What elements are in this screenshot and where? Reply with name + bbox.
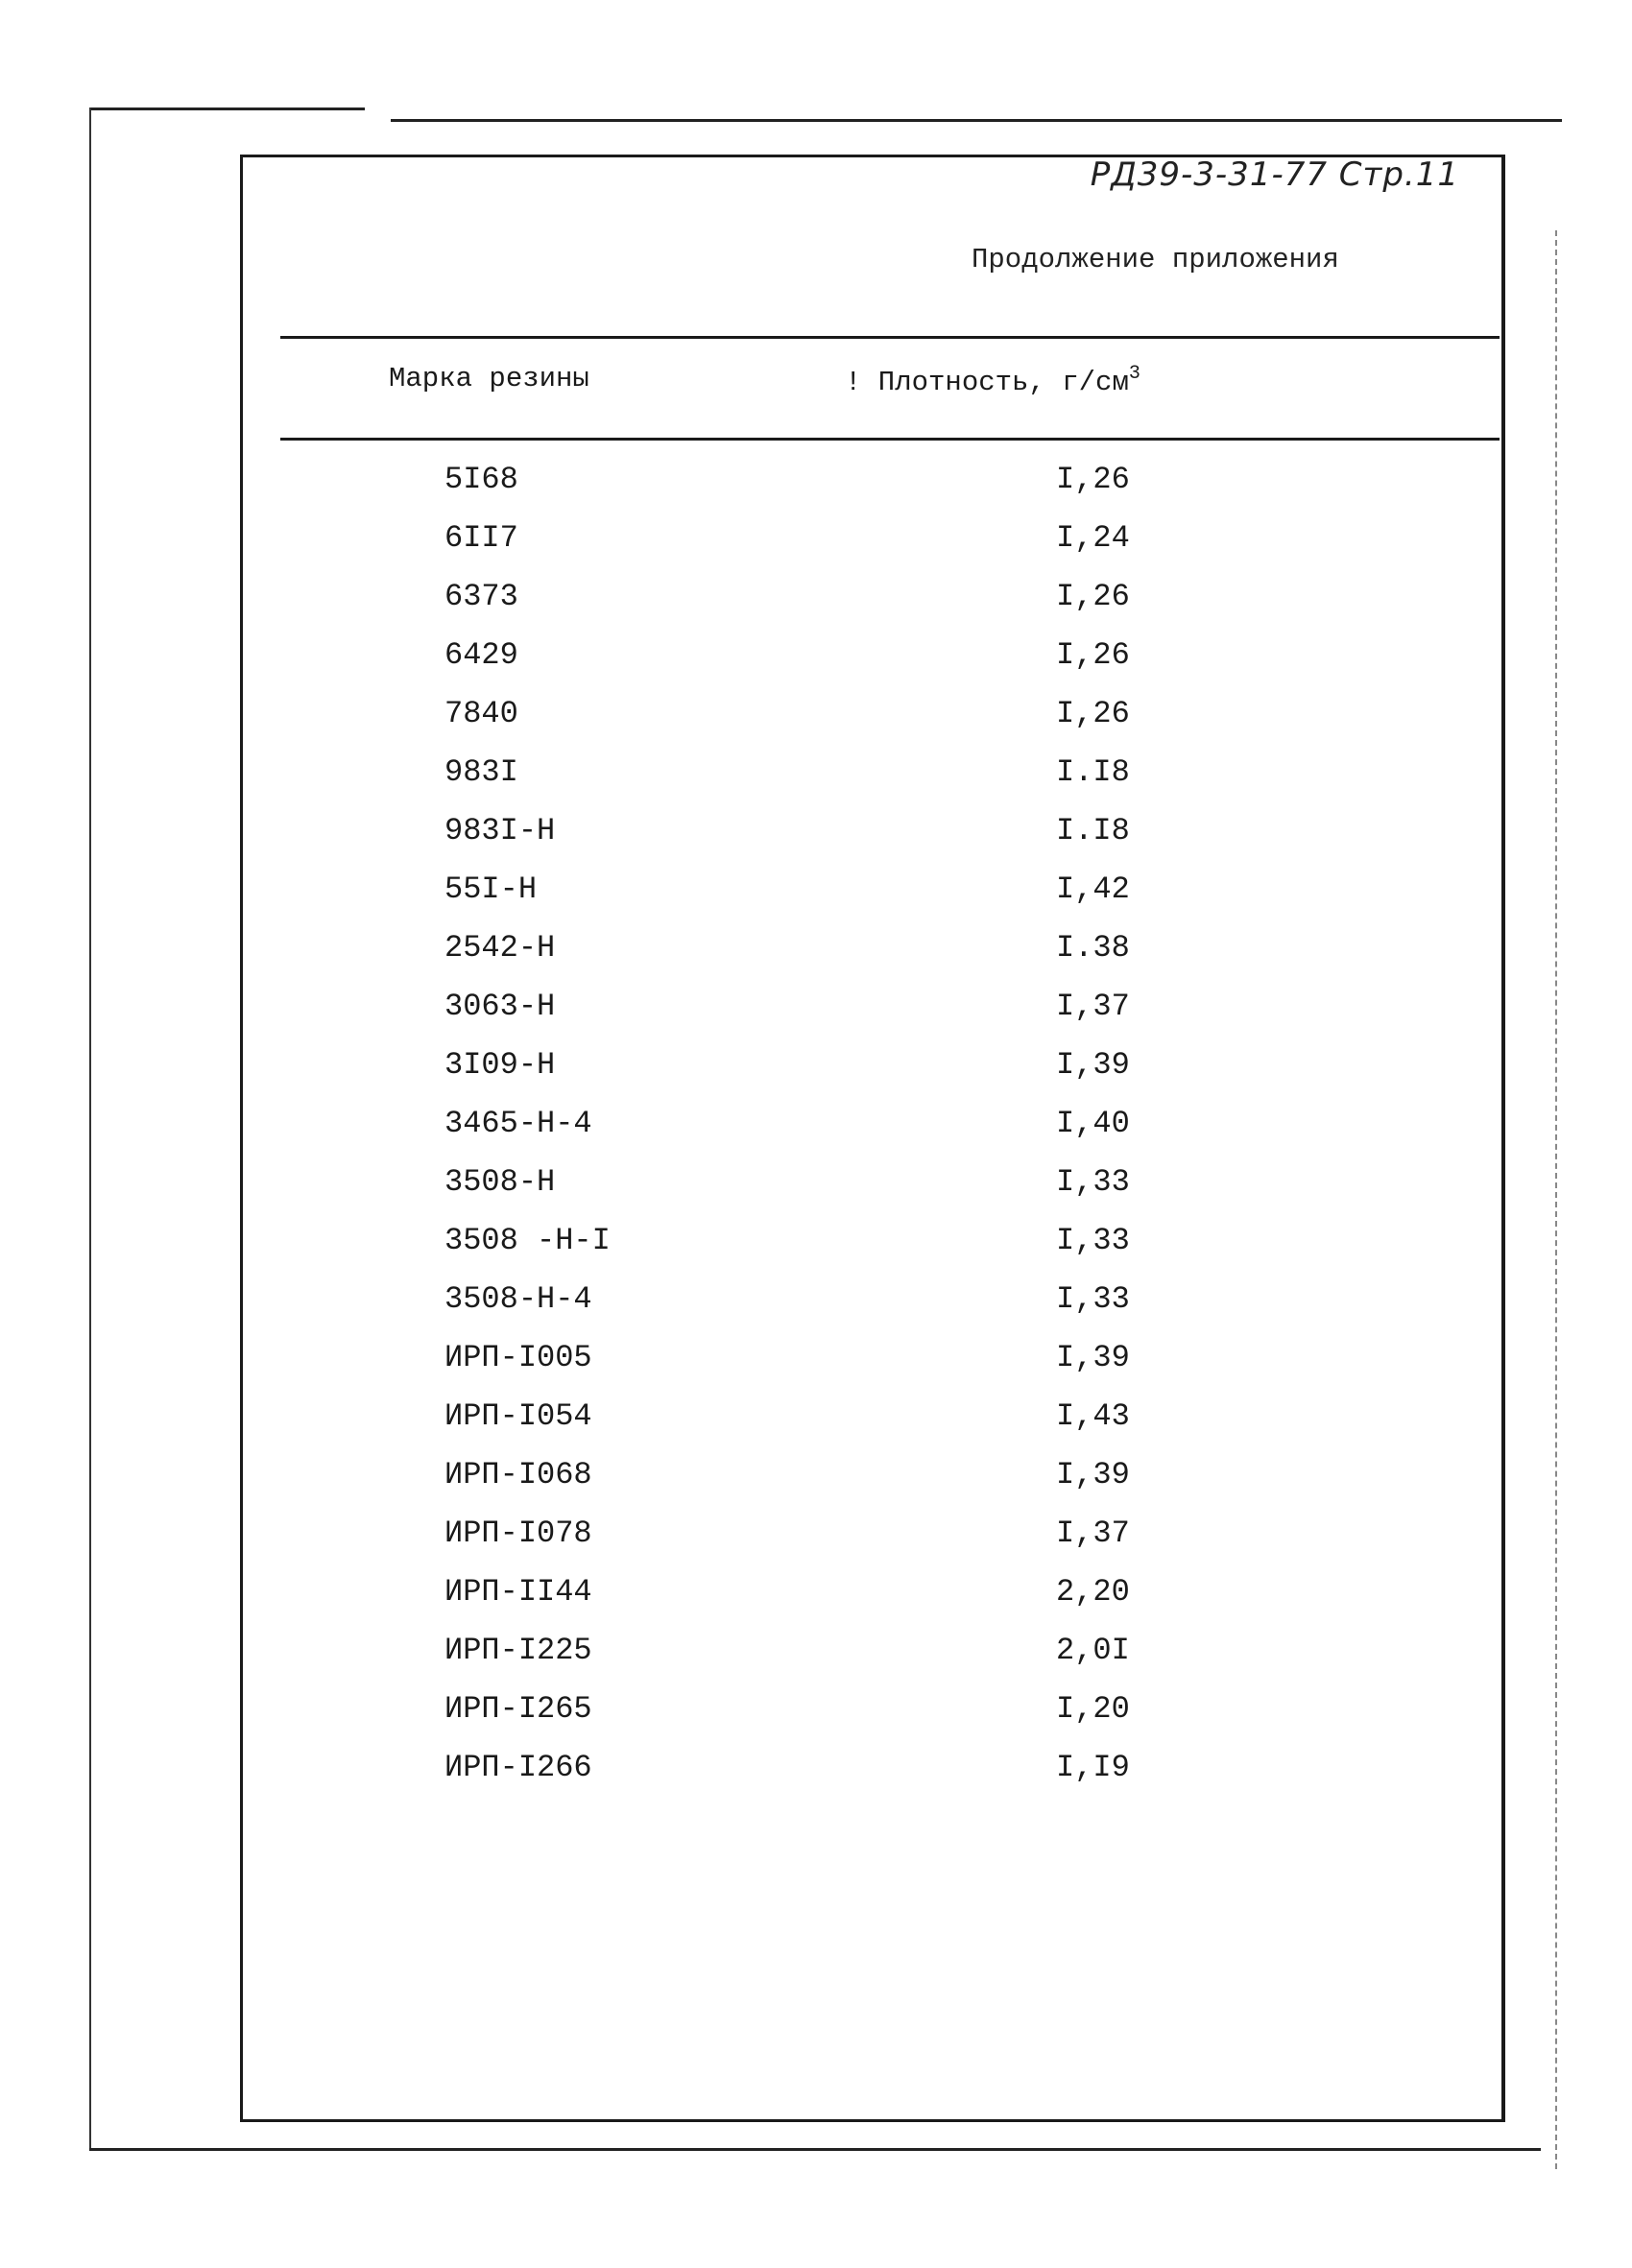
table-header-rule (280, 438, 1500, 441)
table-row (0, 1456, 1632, 1515)
rubber-grade-cell: 3508 -Н-I (444, 1223, 611, 1258)
density-cell: I,26 (1056, 462, 1130, 497)
table-row (0, 929, 1632, 988)
rubber-grade-cell: ИРП-I068 (444, 1457, 592, 1492)
density-cell: I.38 (1056, 930, 1130, 966)
rubber-grade-cell: ИРП-I225 (444, 1633, 592, 1668)
rubber-grade-cell: 983I-Н (444, 813, 556, 848)
continuation-label: Продолжение приложения (972, 244, 1339, 275)
table-row (0, 636, 1632, 695)
density-cell: I,33 (1056, 1164, 1130, 1200)
rubber-grade-cell: 3508-Н (444, 1164, 556, 1200)
density-cell: I,37 (1056, 989, 1130, 1024)
table-row (0, 1397, 1632, 1456)
rubber-grade-cell: ИРП-II44 (444, 1574, 592, 1610)
rubber-grade-cell: 3508-Н-4 (444, 1281, 592, 1317)
table-row (0, 871, 1632, 929)
column-header-density (845, 363, 1140, 398)
table-row (0, 1046, 1632, 1105)
density-cell: I,33 (1056, 1223, 1130, 1258)
density-cell: I,I9 (1056, 1750, 1130, 1785)
table-row (0, 1749, 1632, 1807)
table-row (0, 695, 1632, 753)
density-cell: I,43 (1056, 1398, 1130, 1434)
rubber-grade-cell: ИРП-I005 (444, 1340, 592, 1375)
rubber-grade-cell: 3465-Н-4 (444, 1106, 592, 1141)
rubber-grade-cell: 2542-Н (444, 930, 556, 966)
density-cell: I,39 (1056, 1047, 1130, 1083)
rubber-grade-cell: 5I68 (444, 462, 518, 497)
rubber-grade-cell: 983I (444, 754, 518, 790)
rubber-grade-cell: 3063-Н (444, 989, 556, 1024)
density-cell: I,20 (1056, 1691, 1130, 1727)
table-row (0, 461, 1632, 519)
rubber-grade-cell: ИРП-I078 (444, 1516, 592, 1551)
column-header-density-text: ! Плотность, г/см (845, 367, 1129, 398)
density-cell: 2,0I (1056, 1633, 1130, 1668)
rubber-grade-cell: 3I09-Н (444, 1047, 556, 1083)
density-cell: 2,20 (1056, 1574, 1130, 1610)
table-row (0, 1515, 1632, 1573)
density-cell: I.I8 (1056, 754, 1130, 790)
density-cell: I,26 (1056, 579, 1130, 614)
rubber-grade-cell: 6II7 (444, 520, 518, 556)
table-row (0, 1280, 1632, 1339)
rubber-grade-cell: 6429 (444, 637, 518, 673)
density-cell: I,26 (1056, 637, 1130, 673)
table-row (0, 1690, 1632, 1749)
rubber-grade-cell: ИРП-I054 (444, 1398, 592, 1434)
outer-frame-top-right (391, 119, 1562, 122)
table-row (0, 1573, 1632, 1632)
column-header-density-exponent: 3 (1128, 363, 1140, 385)
table-row (0, 753, 1632, 812)
table-row (0, 988, 1632, 1046)
table-row (0, 1339, 1632, 1397)
table-row (0, 1105, 1632, 1163)
table-row (0, 1632, 1632, 1690)
rubber-grade-cell: ИРП-I265 (444, 1691, 592, 1727)
rubber-grade-cell: 55I-Н (444, 871, 538, 907)
document-code: РД39-3-31-77 Стр.11 (1090, 155, 1459, 194)
density-cell: I,26 (1056, 696, 1130, 731)
table-row (0, 812, 1632, 871)
rubber-grade-cell: 7840 (444, 696, 518, 731)
table-row (0, 1222, 1632, 1280)
density-cell: I,39 (1056, 1340, 1130, 1375)
outer-frame-bottom (89, 2148, 1541, 2151)
table-row (0, 578, 1632, 636)
density-cell: I,37 (1056, 1516, 1130, 1551)
density-cell: I,39 (1056, 1457, 1130, 1492)
density-cell: I,40 (1056, 1106, 1130, 1141)
table-row (0, 1163, 1632, 1222)
density-cell: I.I8 (1056, 813, 1130, 848)
table-row (0, 519, 1632, 578)
column-header-grade: Марка резины (389, 363, 589, 394)
outer-frame-top-left (89, 107, 365, 110)
density-cell: I,33 (1056, 1281, 1130, 1317)
rubber-grade-cell: 6373 (444, 579, 518, 614)
density-cell: I,24 (1056, 520, 1130, 556)
rubber-grade-cell: ИРП-I266 (444, 1750, 592, 1785)
table-top-rule (280, 336, 1500, 339)
density-cell: I,42 (1056, 871, 1130, 907)
